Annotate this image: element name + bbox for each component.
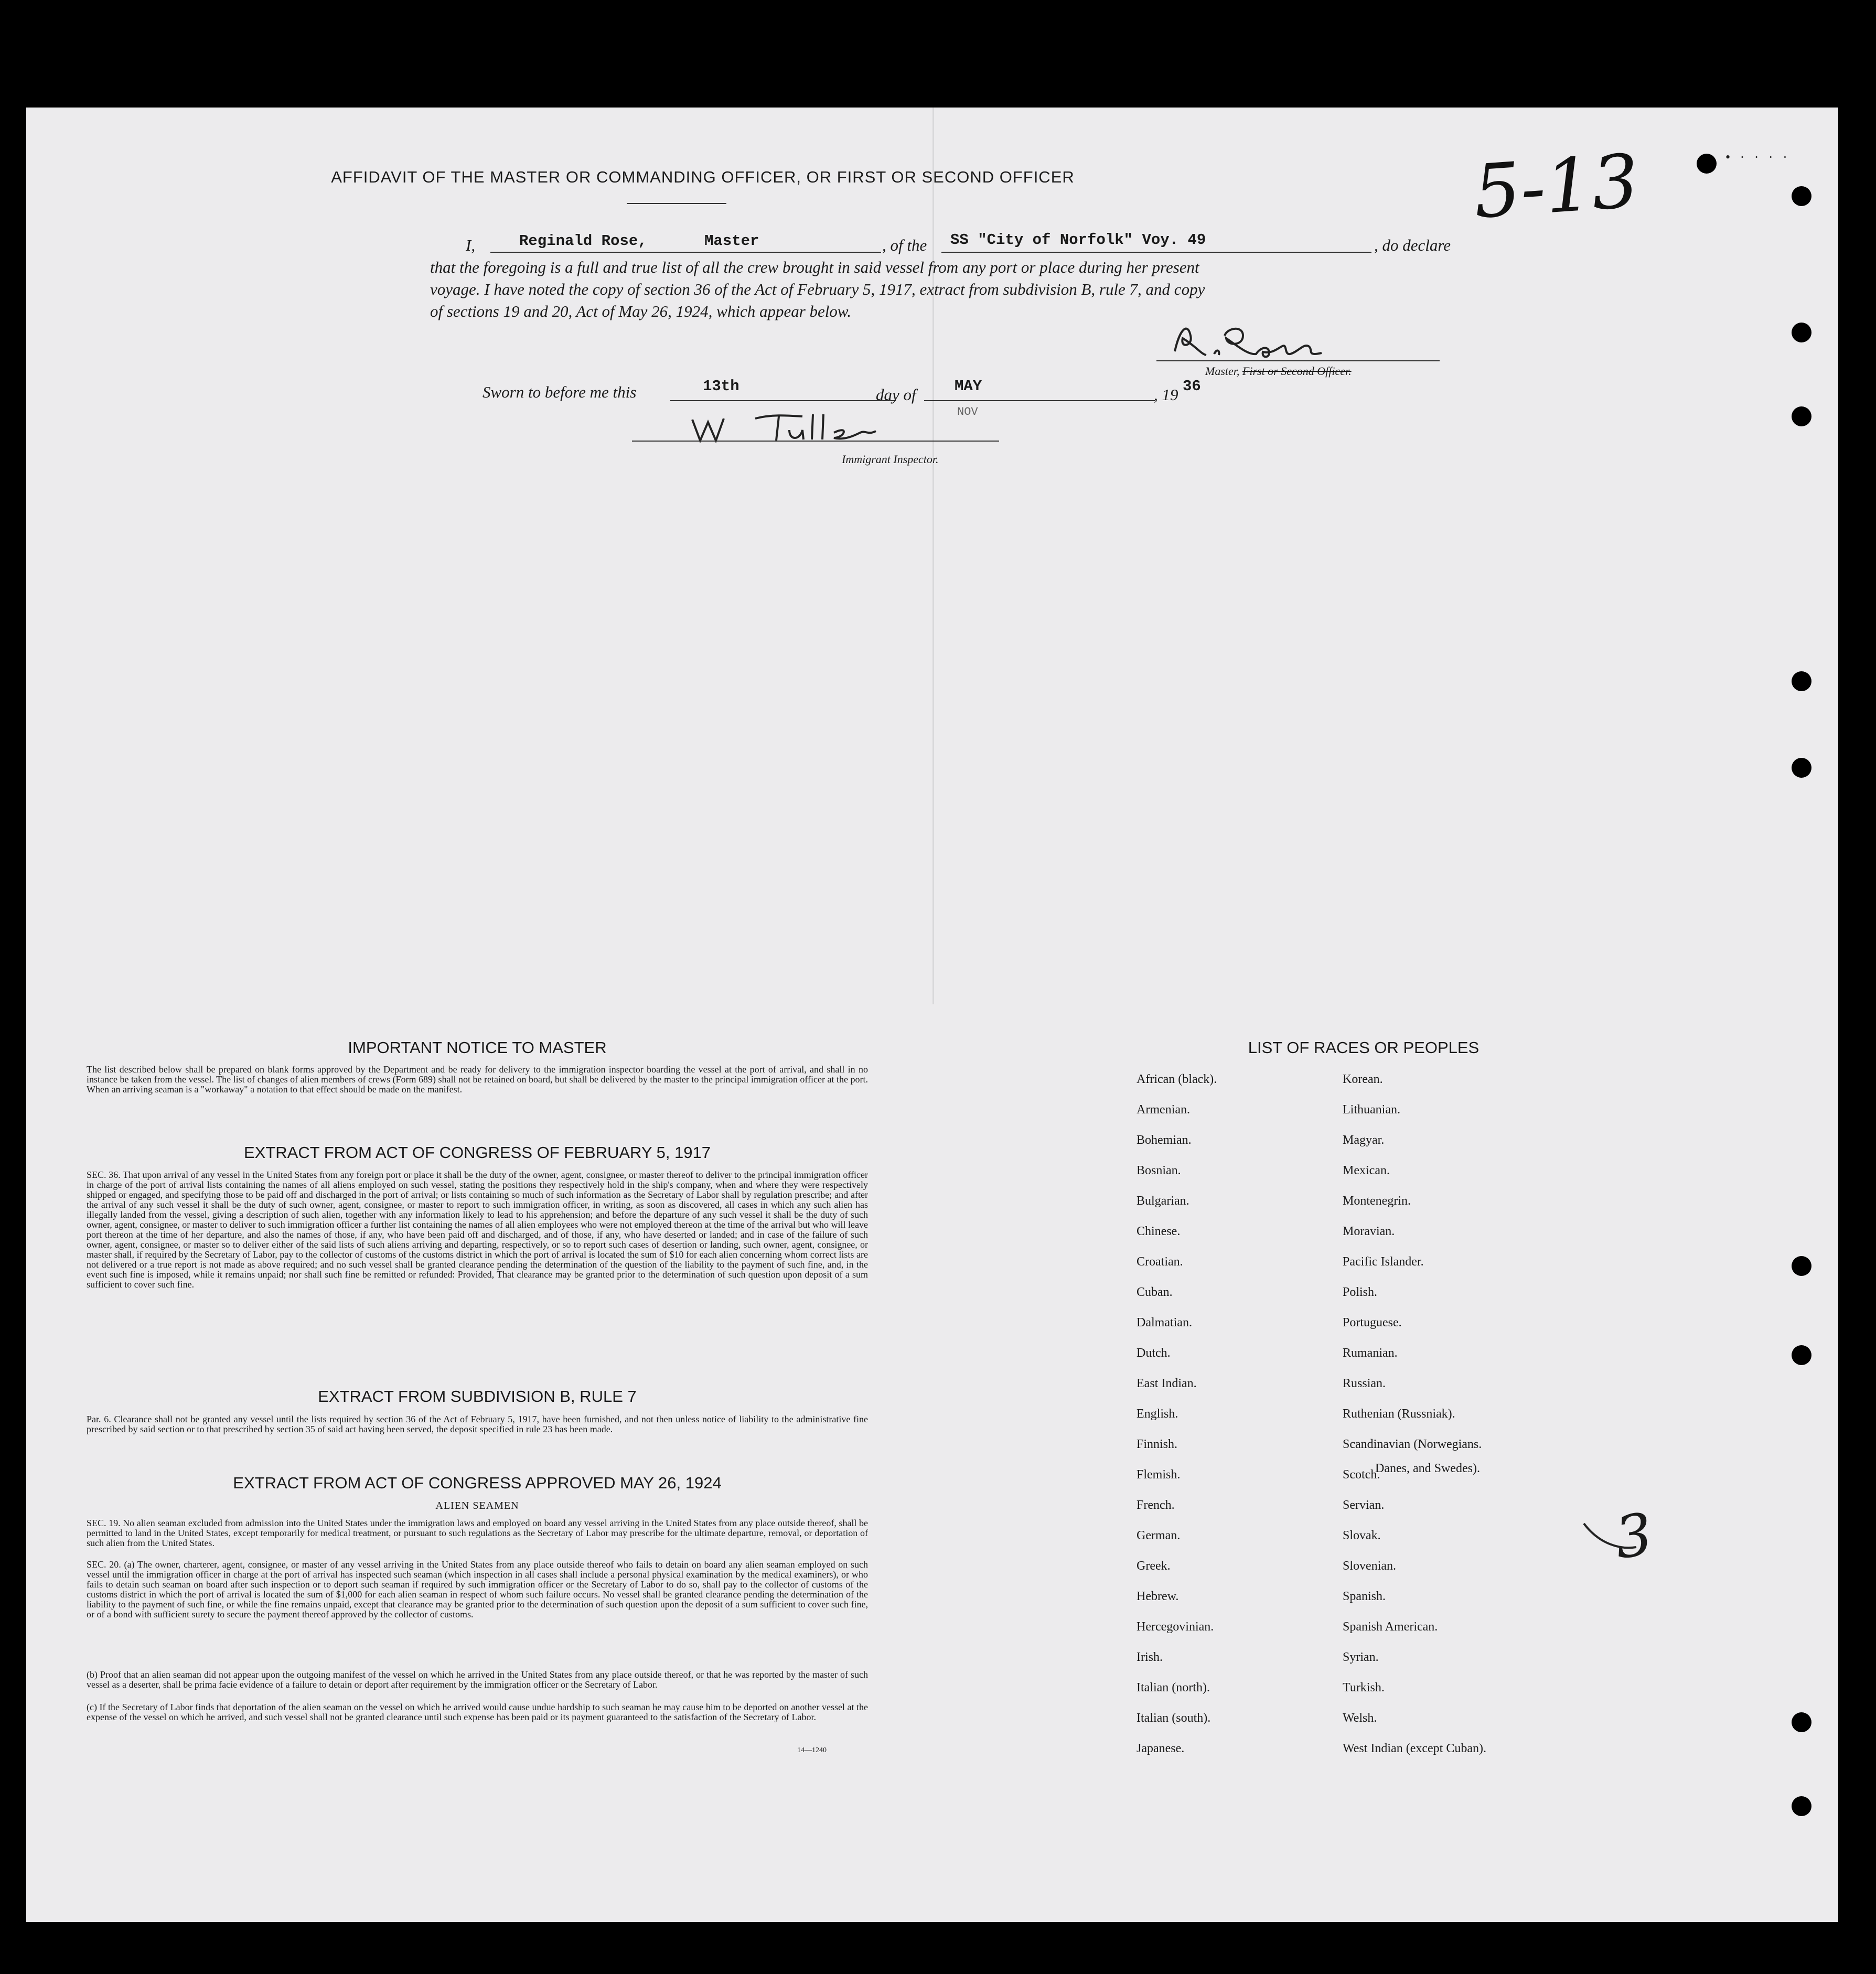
race-item: Croatian.	[1137, 1255, 1183, 1269]
month-line	[924, 400, 1155, 401]
day-field: 13th	[703, 378, 739, 395]
affidavit-text-line: voyage. I have noted the copy of section 36 of the Act of February 5, 1917, extract from subdivision B, rule 7, and copy	[430, 280, 1205, 298]
name-line	[490, 252, 881, 253]
race-item: Spanish.	[1343, 1590, 1386, 1603]
binder-hole	[1792, 186, 1811, 206]
race-item: Italian (south).	[1137, 1711, 1211, 1725]
race-item: Welsh.	[1343, 1711, 1377, 1725]
center-fold	[932, 108, 934, 1004]
race-item: Magyar.	[1343, 1133, 1385, 1147]
race-item: Flemish.	[1137, 1468, 1181, 1482]
master-caption	[1205, 364, 1352, 378]
affidavit-text-line: of sections 19 and 20, Act of May 26, 1924, which appear below.	[430, 302, 852, 320]
inspector-caption: Immigrant Inspector.	[842, 453, 939, 466]
race-item: Irish.	[1137, 1650, 1163, 1664]
affidavit-text-line: that the foregoing is a full and true list of all the crew brought in said vessel from any port or place during her present	[430, 258, 1199, 276]
master-signature-line	[1156, 360, 1440, 361]
sec19-body: SEC. 19. No alien seaman excluded from admission into the United States under the immigration laws and employed on board any vessel arriving in the United States from any place outside thereof, shall be permitted to land in the United States, except temporarily for medical treatment, or pursuant to such regulations as the Secretary of Labor may prescribe for the ultimate departure, removal, or deportation of such alien from the United States.	[87, 1518, 868, 1548]
race-item: East Indian.	[1137, 1377, 1197, 1390]
notice-body: The list described below shall be prepared on blank forms approved by the Department and be ready for delivery to the immigration inspector boarding the vessel at the port of arrival, and shall in no instance be taken from the vessel. The list of changes of alien members of crews (Form 689) shall not be retained on board, but shall be delivered by the master to the principal immigration officer at the port. When an arriving seaman is a "workaway" a notation to that effect should be made on the manifest.	[87, 1064, 868, 1095]
affidavit-title: AFFIDAVIT OF THE MASTER OR COMMANDING OFFICER, OR FIRST OR SECOND OFFICER	[331, 168, 1075, 186]
race-item: Polish.	[1343, 1285, 1378, 1299]
race-item: English.	[1137, 1407, 1178, 1421]
race-item: Japanese.	[1137, 1742, 1185, 1755]
race-item: Greek.	[1137, 1559, 1171, 1573]
race-item: Armenian.	[1137, 1103, 1190, 1117]
race-item: Bulgarian.	[1137, 1194, 1189, 1208]
races-title: LIST OF RACES OR PEOPLES	[1248, 1038, 1480, 1057]
race-item: Moravian.	[1343, 1225, 1395, 1238]
race-item: Montenegrin.	[1343, 1194, 1411, 1208]
master-signature	[1164, 317, 1337, 364]
race-item: German.	[1137, 1529, 1181, 1542]
rule7-title: EXTRACT FROM SUBDIVISION B, RULE 7	[318, 1387, 637, 1406]
race-item: Bohemian.	[1137, 1133, 1192, 1147]
sec20c-body: (c) If the Secretary of Labor finds that deportation of the alien seaman on the vessel on which he arrived would cause undue hardship to such seaman he may cause him to be deported on another vessel at the expense of the vessel on which he arrived, and such vessel shall not be granted clearance until such expense has been paid or its payment guaranteed to the satisfaction of the Secretary of Labor.	[87, 1702, 868, 1722]
year-field: 36	[1183, 378, 1201, 395]
race-item: Cuban.	[1137, 1285, 1173, 1299]
binder-hole	[1697, 154, 1717, 174]
race-item: Lithuanian.	[1343, 1103, 1400, 1117]
race-item: Syrian.	[1343, 1650, 1379, 1664]
race-item: Italian (north).	[1137, 1681, 1210, 1694]
day-of-label: day of	[876, 385, 916, 404]
sec20b-body: (b) Proof that an alien seaman did not appear upon the outgoing manifest of the vessel on which he arrived in the United States from any place outside thereof, or that he was reported by the master of such vessel as a deserter, shall be prima facie evidence of a failure to detain or deport after requirement by the immigration officer or the Secretary of Labor.	[87, 1669, 868, 1690]
master-name-field: Reginald Rose,	[519, 232, 647, 250]
race-item: Slovak.	[1343, 1529, 1381, 1542]
binder-hole	[1792, 1345, 1811, 1365]
vessel-line	[941, 252, 1371, 253]
inspector-signature-line	[632, 441, 999, 442]
race-item: Dalmatian.	[1137, 1316, 1192, 1329]
handwritten-margin-mark: 3	[1611, 1500, 1657, 1572]
race-item: Rumanian.	[1343, 1346, 1398, 1360]
race-item: African (black).	[1137, 1072, 1217, 1086]
extract-1924-title: EXTRACT FROM ACT OF CONGRESS APPROVED MAY 26, 1924	[233, 1474, 722, 1492]
race-item: Portuguese.	[1343, 1316, 1402, 1329]
binder-hole	[1792, 1796, 1811, 1816]
race-item: Korean.	[1343, 1072, 1383, 1086]
day-line	[670, 400, 896, 401]
race-item: Russian.	[1343, 1377, 1386, 1390]
binder-hole	[1792, 758, 1811, 778]
race-item: Chinese.	[1137, 1225, 1181, 1238]
race-item: Scandinavian (Norwegians.	[1343, 1437, 1482, 1451]
rule7-body: Par. 6. Clearance shall not be granted any vessel until the lists required by section 36 of the Act of February 5, 1917, have been furnished, and not then unless notice of liability to the administrative fine prescribed by said section or to that prescribed by section 35 of said act having been served, the deposit specified in rule 23 has been made.	[87, 1414, 868, 1434]
binder-hole	[1792, 323, 1811, 342]
month-overtyped: NOV	[957, 405, 978, 419]
race-item: Scotch.	[1343, 1468, 1380, 1482]
vessel-name-field: SS "City of Norfolk" Voy. 49	[950, 231, 1206, 249]
extract-1924-subtitle: ALIEN SEAMEN	[435, 1500, 519, 1511]
binder-hole	[1792, 1712, 1811, 1732]
race-item: Mexican.	[1343, 1164, 1390, 1177]
form-number: 14—1240	[797, 1746, 827, 1754]
month-field: MAY	[955, 378, 982, 395]
race-item: Dutch.	[1137, 1346, 1171, 1360]
handwritten-dots: • · · · ·	[1725, 149, 1791, 165]
sec20a-body: SEC. 20. (a) The owner, charterer, agent, consignee, or master of any vessel arriving in the United States from any place outside thereof who fails to detain on board any alien seaman employed on such vessel until the immigration officer in charge at the port of arrival has inspected such seaman (which inspection in all cases shall include a personal physical examination by the medical examiners), or who fails to detain such seaman on board after such inspection or to deport such seaman if required by such immigration officer or the Secretary of Labor to do so, shall pay to the collector of customs of the customs district in which the port of arrival is located the sum of $1,000 for each alien seaman in respect of whom such failure occurs. No vessel shall be granted clearance pending the determination of the liability to the payment of such fine, or while the fine remains unpaid, except that clearance may be granted prior to the determination of such question upon the deposit of a sum sufficient to cover such fine, or of a bond with sufficient surety to secure the payment thereof approved by the collector of customs.	[87, 1559, 868, 1619]
year-prefix: , 19	[1154, 385, 1178, 404]
sworn-label: Sworn to before me this	[483, 383, 637, 401]
extract-1917-body: SEC. 36. That upon arrival of any vessel in the United States from any foreign port or place it shall be the duty of the owner, agent, consignee, or master thereof to deliver to the principal immigration officer in charge of the port of arrival lists containing the names of all aliens employed on such vessel, stating the positions they respectively hold in the ship's company, when and where they were respectively shipped or engaged, and specifying those to be paid off and discharged in the port of arrival; or lists containing so much of such information as the Secretary of Labor shall by regulation prescribe; and after the arrival of any such vessel it shall be the duty of such owner, agent, consignee, or master to report to such immigration officer, in writing, as soon as discovered, all cases in which any such alien has illegally landed from the vessel, giving a description of such alien, together with any information likely to lead to his apprehension; and before the departure of any such vessel it shall be the duty of such owner, agent, consignee, or master to deliver to such immigration officer a further list containing the names of all alien employees who were not employed thereon at the time of the arrival but who will leave port thereon at the time of her departure, and also the names of those, if any, who have been paid off and discharged, and of those, if any, who have deserted or landed; and in case of the failure of such owner, agent, consignee, or master so to deliver either of the said lists of such aliens arriving and departing, respectively, or so to report such cases of desertion or landing, such owner, agent, consignee, or master shall, if required by the Secretary of Labor, pay to the collector of customs of the customs district in which the port of arrival is located the sum of $10 for each alien concerning whom correct lists are not delivered or a true report is not made as above required; and no such vessel shall be granted clearance pending the determination of the question of the liability to the payment of such fine, and, in the event such fine is imposed, while it remains unpaid; nor shall such fine be remitted or refunded: Provided, That clearance may be granted prior to the determination of such question upon deposit of a sum sufficient to cover such fine.	[87, 1170, 868, 1290]
race-item: Turkish.	[1343, 1681, 1385, 1694]
master-caption-text: Master,	[1205, 364, 1240, 378]
race-item: Bosnian.	[1137, 1164, 1181, 1177]
race-item: Hebrew.	[1137, 1590, 1179, 1603]
race-item: Spanish American.	[1343, 1620, 1438, 1634]
notice-title: IMPORTANT NOTICE TO MASTER	[348, 1038, 607, 1057]
race-item: Slovenian.	[1343, 1559, 1396, 1573]
of-the-label: , of the	[882, 236, 927, 254]
rank-field: Master	[704, 232, 759, 250]
race-item: Hercegovinian.	[1137, 1620, 1214, 1634]
inspector-signature	[677, 409, 897, 451]
document-page	[26, 108, 1838, 1922]
binder-hole	[1792, 406, 1811, 426]
officer-caption-struck: First or Second Officer.	[1242, 364, 1352, 378]
race-item: Ruthenian (Russniak).	[1343, 1407, 1455, 1421]
race-item: Finnish.	[1137, 1437, 1178, 1451]
race-item-continuation: Danes, and Swedes).	[1375, 1462, 1480, 1475]
binder-hole	[1792, 1256, 1811, 1276]
race-item: French.	[1137, 1498, 1175, 1512]
do-declare-label: , do declare	[1374, 236, 1451, 254]
title-underline	[627, 203, 726, 204]
margin-stroke	[1579, 1513, 1642, 1555]
affidavit-pronoun: I,	[466, 236, 476, 254]
race-item: Pacific Islander.	[1343, 1255, 1424, 1269]
handwritten-page-number: 5-13	[1471, 138, 1642, 235]
race-item: Servian.	[1343, 1498, 1385, 1512]
extract-1917-title: EXTRACT FROM ACT OF CONGRESS OF FEBRUARY 5, 1917	[243, 1143, 711, 1162]
race-item: West Indian (except Cuban).	[1343, 1742, 1486, 1755]
binder-hole	[1792, 671, 1811, 691]
